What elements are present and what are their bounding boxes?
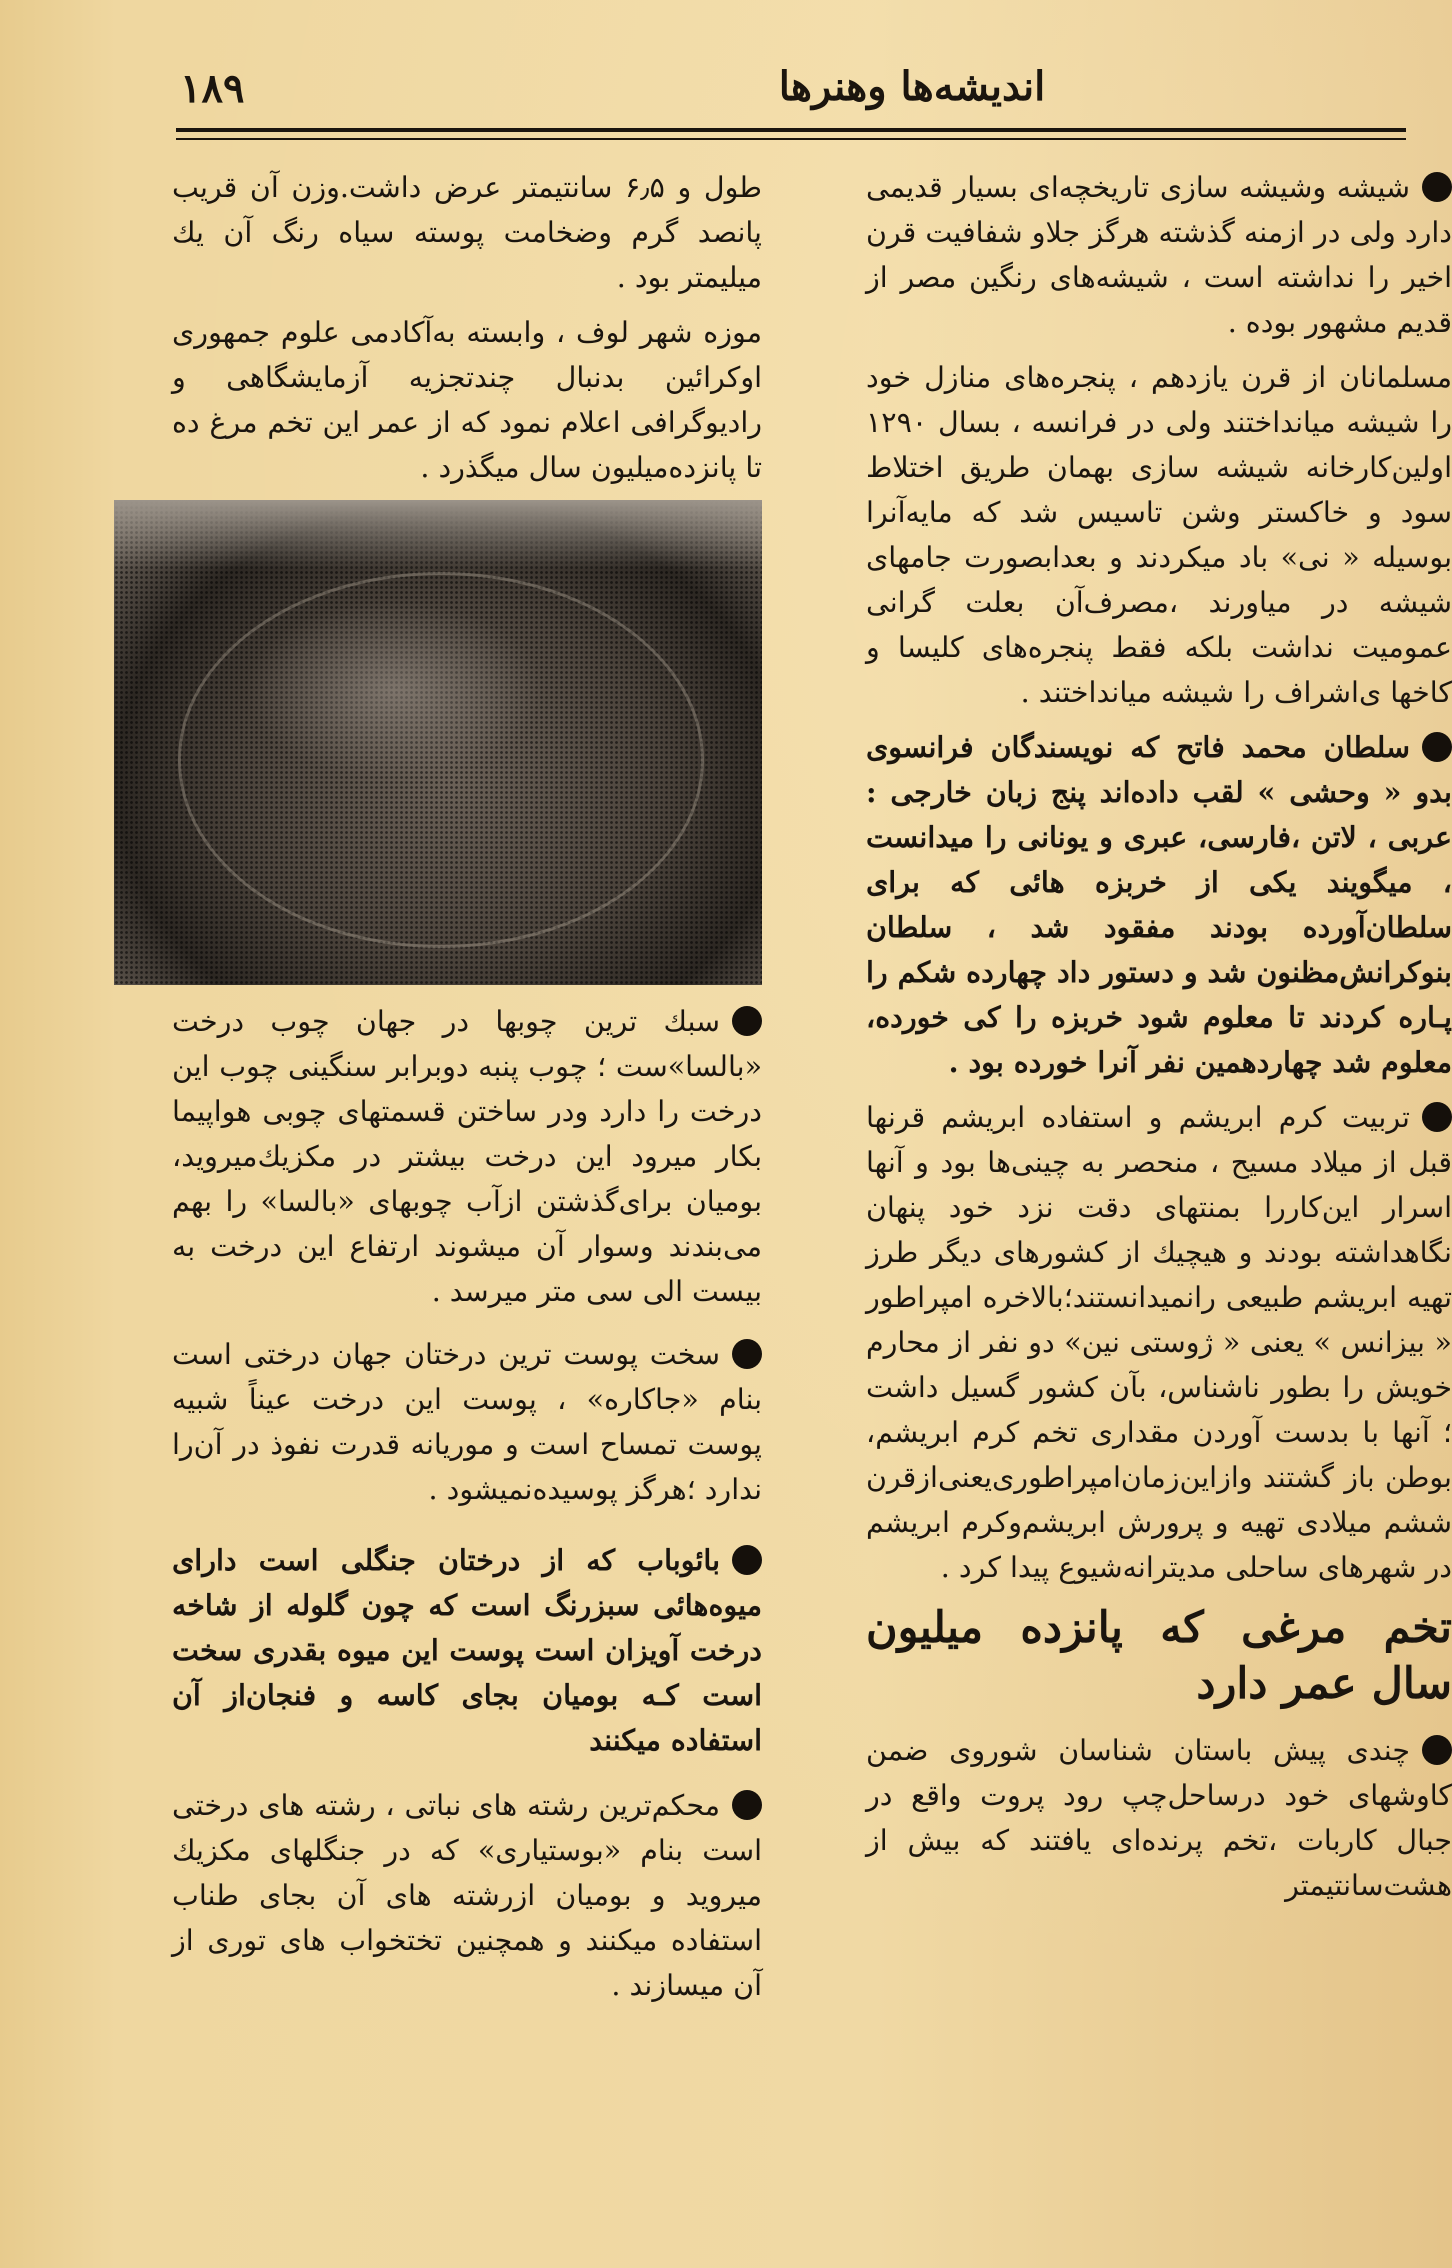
bullet-icon: [1422, 1102, 1452, 1132]
paragraph-jacare: سخت پوست ترین درختان جهان درختی است بنام «جاکاره» ، پوست این درخت عیناً شبیه پوست تمساح است و موریانه قدرت نفوذ در آن‌را ندارد ؛هرگز پوسیده‌نمیشود .: [172, 1338, 762, 1506]
paragraph-glass-muslims: مسلمانان از قرن یازدهم ، پنجره‌های منازل خود را شیشه میانداختند ولی در فرانسه ، بسال ۱۲۹۰ اولین‌کارخانه شیشه سازی بهمان طریق اختلاط سود و خاکستر وشن تاسیس شد که مایه‌آنرا بوسیله « نی» باد میکردند و بعدابصورت جامهای شیشه در میاورند ،مصرف‌آن بعلت گرانی عمومیت نداشت بلکه فقط پنجره‌های کلیسا و کاخها ی‌اشراف را شیشه میانداختند .: [866, 361, 1452, 709]
paragraph-egg-size: طول و ۶٫۵ سانتیمتر عرض داشت.وزن آن قریب پانصد گرم وضخامت پوسته سیاه رنگ آن یك میلیمتر بود .: [172, 171, 762, 294]
paragraph-glass-history: شیشه وشیشه سازی تاریخچه‌ای بسیار قدیمی دارد ولی در ازمنه گذشته هرگز جلاو شفافیت قرن اخیر را نداشته است ، شیشه‌های رنگین مصر از قدیم مشهور بوده .: [866, 171, 1452, 339]
paragraph-balsa: سبك ترین چوبها در جهان چوب درخت «بالسا»ست ؛ چوب پنبه دوبرابر سنگینی چوب این درخت را دارد ودر ساختن قسمتهای چوبی هواپیما بکار میرود این درخت بیشتر در مکزیك‌میروید، بومیان برای‌گذشتن ازآب چوبهای «بالسا» را بهم می‌بندند وسوار آن میشوند ارتفاع این درخت به بیست الی سی متر میرسد .: [172, 1005, 762, 1308]
paragraph-egg-discovery: چندی پیش باستان شناسان شوروی ضمن کاوشهای خود درساحل‌چپ رود پروت واقع در جبال کاربات ،تخم پرنده‌ای یافتند که بیش از هشت‌سانتیمتر: [866, 1734, 1452, 1902]
bullet-icon: [732, 1790, 762, 1820]
page-header: [172, 55, 1402, 135]
bullet-icon: [732, 1006, 762, 1036]
section-title: اندیشه‌ها وهنرها: [778, 63, 1046, 110]
page-number: ۱۸۹: [180, 65, 245, 112]
left-column: [172, 165, 762, 2018]
egg-photo: [114, 500, 762, 985]
paragraph-baobab: بائوباب که از درختان جنگلی است دارای میوه‌هائی سبزرنگ است که چون گلوله از شاخه درخت آویزان است پوست این میوه بقدری سخت است کـه بومیان بجای کاسه و فنجان‌از آن استفاده میکنند: [172, 1543, 762, 1757]
bullet-icon: [1422, 1735, 1452, 1765]
article-heading-egg: تخم مرغی که پانزده میلیون سال عمر دارد: [866, 1603, 1452, 1709]
paragraph-bostiari: محکم‌ترین رشته های نباتی ، رشته های درختی است بنام «بوستیاری» که در جنگلهای مکزیك میروید و بومیان ازرشته های آن بجای طناب استفاده میکنند و همچنین تختخواب های توری از آن میسازند .: [172, 1789, 762, 2002]
egg-highlight: [244, 600, 544, 780]
bullet-icon: [732, 1339, 762, 1369]
bullet-icon: [1422, 172, 1452, 202]
photo-background: [114, 500, 762, 570]
header-rule: [176, 128, 1406, 132]
right-column: [866, 165, 1452, 1918]
paragraph-lviv-museum: موزه شهر لوف ، وابسته به‌آکادمی علوم جمهوری اوکرائین بدنبال چندتجزیه آزمایشگاهی و رادیوگرافی اعلام نمود که از عمر این تخم مرغ ده تا پانزده‌میلیون سال میگذرد .: [172, 316, 762, 484]
paragraph-sultan-mehmed: سلطان محمد فاتح که نویسندگان فرانسوی بدو « وحشی » لقب داده‌اند پنج زبان خارجی : عربی ، لاتن ،فارسی، عبری و یونانی را میدانست ، میگویند یکی از خربزه هائی که برای سلطان‌آورده بودند مفقود شد ، سلطان بنوکرانش‌مظنون شد و دستور داد چهارده شکم را پـاره کردند تا معلوم شود خربزه را کی خورده، معلوم شد چهاردهمین نفر آنرا خورده بود .: [866, 730, 1452, 1079]
header-rule-thin: [176, 138, 1406, 140]
bullet-icon: [732, 1545, 762, 1575]
paragraph-silkworm: تربیت کرم ابریشم و استفاده ابریشم قرنها قبل از میلاد مسیح ، منحصر به چینی‌ها بود و آنها اسرار این‌کاررا بمنتهای دقت نزد خود پنهان نگاهداشته بودند و هیچیك از کشورهای دیگر طرز تهیه ابریشم طبیعی رانمیدانستند؛بالاخره امپراطور « بیزانس » یعنی « ژوستی نین» دو نفر از محارم خویش را بطور ناشناس، بآن کشور گسیل داشت ؛ آنها با بدست آوردن مقداری تخم کرم ابریشم، بوطن باز گشتند وازاین‌زمان‌امپراطوری‌یعنی‌ازقرن ششم میلادی تهیه و پرورش ابریشم‌وکرم ابریشم در شهرهای ساحلی مدیترانه‌شیوع پیدا کرد .: [866, 1101, 1452, 1584]
bullet-icon: [1422, 732, 1452, 762]
